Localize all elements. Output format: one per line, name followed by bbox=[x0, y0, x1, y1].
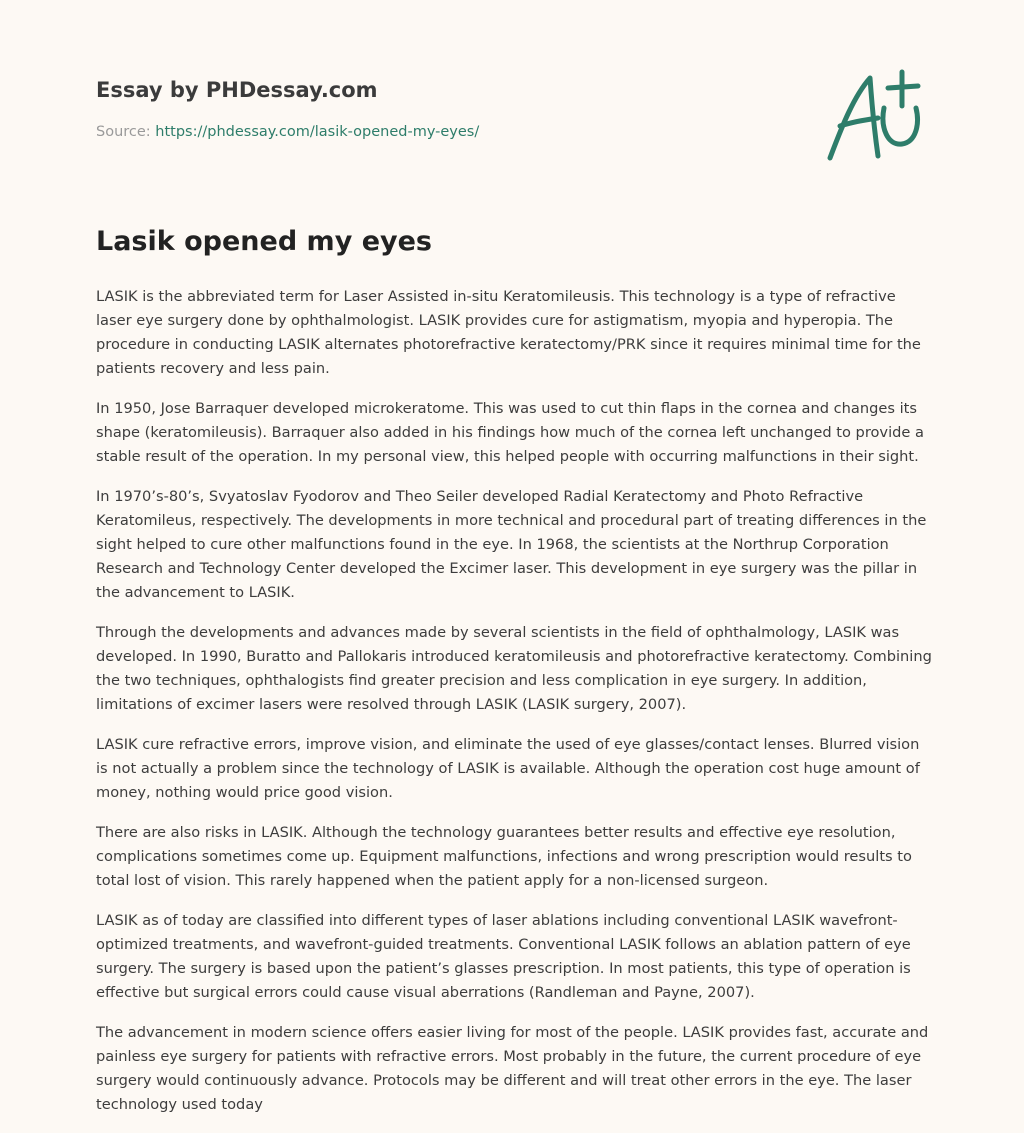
essay-paragraph: There are also risks in LASIK. Although the technology guarantees better results and effective eye resolution, complications sometimes come up. Equipment malfunctions, infections and wrong prescription would results to total lost of vision. This rarely happened when the patient apply for a non-licensed surgeon. bbox=[96, 824, 912, 889]
source-link[interactable]: https://phdessay.com/lasik-opened-my-eyes/ bbox=[155, 124, 480, 140]
source-line bbox=[96, 124, 479, 140]
a-plus-grade-icon bbox=[818, 66, 930, 166]
essay-paragraph: LASIK cure refractive errors, improve vision, and eliminate the used of eye glasses/contact lenses. Blurred vision is not actually a problem since the technology of LASIK is available. Although the operation cost huge amount of money, nothing would price good vision. bbox=[96, 736, 920, 801]
essay-paragraph: The advancement in modern science offers easier living for most of the people. LASIK provides fast, accurate and painless eye surgery for patients with refractive errors. Most probably in the future, the current procedure of eye surgery would continuously advance. Protocols may be different and will treat other errors in the eye. The laser technology used today bbox=[96, 1024, 929, 1113]
essay-title: Lasik opened my eyes bbox=[96, 226, 432, 257]
essay-body bbox=[96, 285, 932, 1133]
site-brand: Essay by PHDessay.com bbox=[96, 78, 378, 102]
essay-paragraph: In 1950, Jose Barraquer developed microkeratome. This was used to cut thin flaps in the cornea and changes its shape (keratomileusis). Barraquer also added in his findings how much of the cornea left unchanged to provide a stable result of the operation. In my personal view, this helped people with occurring malfunctions in their sight. bbox=[96, 400, 924, 465]
essay-paragraph: LASIK is the abbreviated term for Laser Assisted in-situ Keratomileusis. This technology is a type of refractive laser eye surgery done by ophthalmologist. LASIK provides cure for astigmatism, myopia and hyperopia. The procedure in conducting LASIK alternates photorefractive keratectomy/PRK since it requires minimal time for the patients recovery and less pain. bbox=[96, 288, 921, 377]
essay-paragraph: Through the developments and advances made by several scientists in the field of ophthalmology, LASIK was developed. In 1990, Buratto and Pallokaris introduced keratomileusis and photorefractive keratectomy. Combining the two techniques, ophthalogists find greater precision and less complication in eye surgery. In addition, limitations of excimer lasers were resolved through LASIK (LASIK surgery, 2007). bbox=[96, 624, 932, 713]
essay-paragraph: LASIK as of today are classified into different types of laser ablations including conventional LASIK wavefront-optimized treatments, and wavefront-guided treatments. Conventional LASIK follows an ablation pattern of eye surgery. The surgery is based upon the patient’s glasses prescription. In most patients, this type of operation is effective but surgical errors could cause visual aberrations (Randleman and Payne, 2007). bbox=[96, 912, 911, 1001]
source-label: Source: bbox=[96, 124, 156, 140]
essay-paragraph: In 1970’s-80’s, Svyatoslav Fyodorov and Theo Seiler developed Radial Keratectomy and Photo Refractive Keratomileus, respectively. The developments in more technical and procedural part of treating differences in the sight helped to cure other malfunctions found in the eye. In 1968, the scientists at the Northrup Corporation Research and Technology Center developed the Excimer laser. This development in eye surgery was the pillar in the advancement to LASIK. bbox=[96, 488, 927, 601]
